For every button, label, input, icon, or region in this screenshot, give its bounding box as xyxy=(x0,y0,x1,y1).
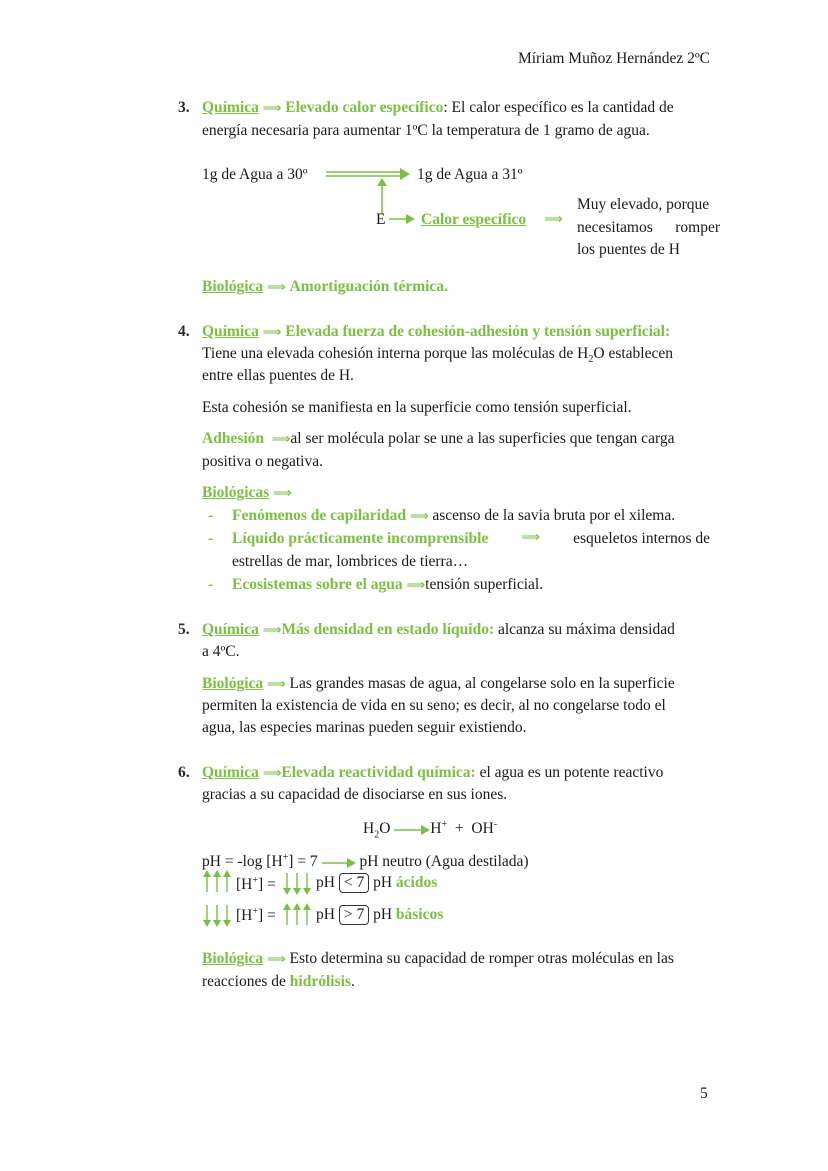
ph-label: pH xyxy=(316,874,335,891)
section-5-text: alcanza su máxima densidad xyxy=(494,621,675,638)
biologicas-label: Biológicas xyxy=(202,484,270,501)
implies-arrow-icon: ⟹ xyxy=(267,677,286,692)
bullet-3 xyxy=(232,576,543,594)
section-6-bio-text: Esto determina su capacidad de romper otras moléculas en las xyxy=(289,950,674,967)
energy-label: E xyxy=(376,211,386,228)
implies-arrow-icon: ⟹ xyxy=(267,952,286,967)
section-3-heading xyxy=(202,99,674,117)
acid-rhs xyxy=(316,873,437,893)
section-6-title: Elevada reactividad química: xyxy=(281,764,476,781)
biologica-label: Biológica xyxy=(202,675,264,692)
eq-minus-sup: - xyxy=(493,819,498,830)
section-6-text: el agua es un potente reactivo xyxy=(475,764,664,781)
bullet-dash: - xyxy=(208,576,214,593)
eq-hplus: H xyxy=(430,820,442,838)
diagram-note-line-3: los puentes de H xyxy=(577,241,680,258)
page-number: 5 xyxy=(700,1085,708,1102)
text: Tiene una elevada cohesión interna porque las moléculas de H xyxy=(202,345,589,362)
acid-lhs-b: ] = xyxy=(258,876,276,894)
section-6-biologica xyxy=(202,950,674,968)
diagram-right-label: 1g de Agua a 31º xyxy=(417,166,523,183)
section-5-heading xyxy=(202,621,675,639)
ph-formula xyxy=(202,852,529,871)
section-4-text-2: entre ellas puentes de H. xyxy=(202,367,354,384)
section-3-biologica xyxy=(202,278,448,296)
section-3-text: : El calor específico es la cantidad de xyxy=(443,99,674,116)
implies-arrow-icon: ⟹ xyxy=(262,325,282,340)
triple-up-arrows-icon xyxy=(283,903,311,925)
section-4-title: Elevada fuerza de cohesión-adhesión y tensión superficial: xyxy=(285,323,671,340)
implies-arrow-icon: ⟹ xyxy=(409,509,429,524)
bullet-2-text: esqueletos internos de xyxy=(573,530,710,547)
implies-arrow-icon: ⟹ xyxy=(262,101,282,116)
acid-plus-sup: + xyxy=(252,875,258,886)
quimica-label: Química xyxy=(202,621,259,638)
base-lhs xyxy=(236,906,276,925)
biologica-label: Biológica xyxy=(202,950,264,967)
section-5-bio-text: Las grandes masas de agua, al congelarse solo en la superficie xyxy=(289,675,675,692)
implies-arrow-icon: ⟹ xyxy=(521,530,541,545)
triple-down-arrows-icon xyxy=(203,905,231,927)
diagram-note xyxy=(577,194,720,262)
text: O establecen xyxy=(593,345,673,362)
triple-up-arrows-icon xyxy=(203,870,231,892)
adhesion-line xyxy=(202,430,674,448)
section-4-heading xyxy=(202,323,670,341)
ph-label: pH xyxy=(316,906,335,923)
quimica-label: Química xyxy=(202,323,259,340)
bullet-2 xyxy=(232,530,710,548)
section-4-text-1 xyxy=(202,345,673,365)
base-plus-sup: + xyxy=(252,906,258,917)
section-5-bio-text-3: agua, las especies marinas pueden seguir existiendo. xyxy=(202,719,527,736)
implies-arrow-icon: ⟹ xyxy=(406,578,426,593)
section-3-text-2: energía necesaria para aumentar 1ºC la temperatura de 1 gramo de agua. xyxy=(202,122,650,139)
acid-comparison-box: < 7 xyxy=(339,873,369,893)
bullet-2-text-2: estrellas de mar, lombrices de tierra… xyxy=(232,553,469,570)
acid-lhs-a: [H xyxy=(236,876,253,894)
page-header: Míriam Muñoz Hernández 2ºC xyxy=(517,50,710,67)
adhesion-text: al ser molécula polar se une a las superficies que tengan carga xyxy=(290,430,675,447)
base-lhs-a: [H xyxy=(236,907,253,925)
eq-o: O xyxy=(379,820,391,838)
double-arrow-icon xyxy=(326,168,410,180)
adhesion-label: Adhesión xyxy=(202,430,265,447)
diagram-note-line-1: Muy elevado, porque xyxy=(577,196,710,213)
diagram-note-word-2: romper xyxy=(675,218,720,236)
quimica-label: Química xyxy=(202,99,259,116)
subscript: 2 xyxy=(588,354,594,366)
bullet-dash: - xyxy=(208,530,214,547)
eq-sub: 2 xyxy=(374,829,380,841)
calor-especifico-label: Calor específico xyxy=(421,211,527,228)
section-5-number: 5. xyxy=(178,621,190,638)
base-rhs xyxy=(316,905,443,925)
section-6-number: 6. xyxy=(178,764,190,781)
biologica-title: Amortiguación térmica. xyxy=(289,278,448,295)
text: . xyxy=(350,973,355,990)
section-5-text-2: a 4ºC. xyxy=(202,643,240,660)
bullet-1-text: ascenso de la savia bruta por el xilema. xyxy=(432,507,676,524)
ph-formula-a: pH = -log [H xyxy=(202,853,283,871)
bullet-2-title: Líquido prácticamente incomprensible xyxy=(232,530,489,547)
base-lhs-b: ] = xyxy=(258,907,276,925)
triple-down-arrows-icon xyxy=(283,873,311,895)
section-5-title: Más densidad en estado líquido: xyxy=(281,621,495,638)
implies-arrow-icon: ⟹ xyxy=(262,766,282,781)
section-3-title: Elevado calor específico xyxy=(285,99,444,116)
implies-arrow-icon: ⟹ xyxy=(271,432,291,447)
implies-arrow-icon: ⟹ xyxy=(267,280,286,295)
section-4-biologicas xyxy=(202,484,292,502)
section-5-biologica xyxy=(202,675,675,693)
right-arrow-icon xyxy=(389,214,415,224)
acid-word: ácidos xyxy=(395,874,438,891)
text: reacciones de xyxy=(202,973,290,990)
eq-plus-sup: + xyxy=(441,819,448,830)
biologica-label: Biológica xyxy=(202,278,264,295)
ph-neutral: pH neutro (Agua destilada) xyxy=(359,853,529,871)
diagram-note-word-1: necesitamos xyxy=(577,218,653,236)
section-6-text-2: gracias a su capacidad de disociarse en sus iones. xyxy=(202,786,508,803)
hidrolisis-word: hidrólisis xyxy=(289,973,351,990)
eq-plus: + xyxy=(454,820,464,838)
acid-lhs xyxy=(236,875,276,894)
implies-arrow-icon: ⟹ xyxy=(273,486,292,501)
ph-formula-b: ] = 7 xyxy=(288,853,318,871)
ph-label-2: pH xyxy=(373,906,393,923)
right-arrow-icon xyxy=(322,858,356,868)
eq-oh: OH xyxy=(471,820,494,838)
section-6-bio-text-2 xyxy=(202,973,355,991)
adhesion-text-2: positiva o negativa. xyxy=(202,453,323,470)
dissociation-equation xyxy=(363,819,497,840)
implies-arrow-icon: ⟹ xyxy=(262,623,282,638)
section-3-number: 3. xyxy=(178,99,190,116)
base-comparison-box: > 7 xyxy=(339,905,369,925)
bullet-1-title: Fenómenos de capilaridad xyxy=(232,507,406,524)
implies-arrow-icon: ⟹ xyxy=(544,212,563,227)
quimica-label: Química xyxy=(202,764,259,781)
up-arrow-icon xyxy=(377,178,387,214)
section-6-heading xyxy=(202,764,663,782)
bullet-3-title: Ecosistemas sobre el agua xyxy=(232,576,403,593)
base-word: básicos xyxy=(395,906,444,923)
diagram-left-label: 1g de Agua a 30º xyxy=(202,166,308,183)
eq-h: H xyxy=(363,820,375,838)
bullet-3-text: tensión superficial. xyxy=(425,576,544,593)
bullet-1 xyxy=(232,507,675,525)
section-5-bio-text-2: permiten la existencia de vida en su seno; es decir, al no congelarse todo el xyxy=(202,697,666,714)
ph-label-2: pH xyxy=(373,874,393,891)
right-arrow-icon xyxy=(394,825,430,835)
section-4-text-3: Esta cohesión se manifiesta en la superficie como tensión superficial. xyxy=(202,399,632,416)
bullet-dash: - xyxy=(208,507,214,524)
ph-plus-sup: + xyxy=(282,852,289,863)
diagram-note-line-2 xyxy=(577,217,720,240)
section-4-number: 4. xyxy=(178,323,190,340)
